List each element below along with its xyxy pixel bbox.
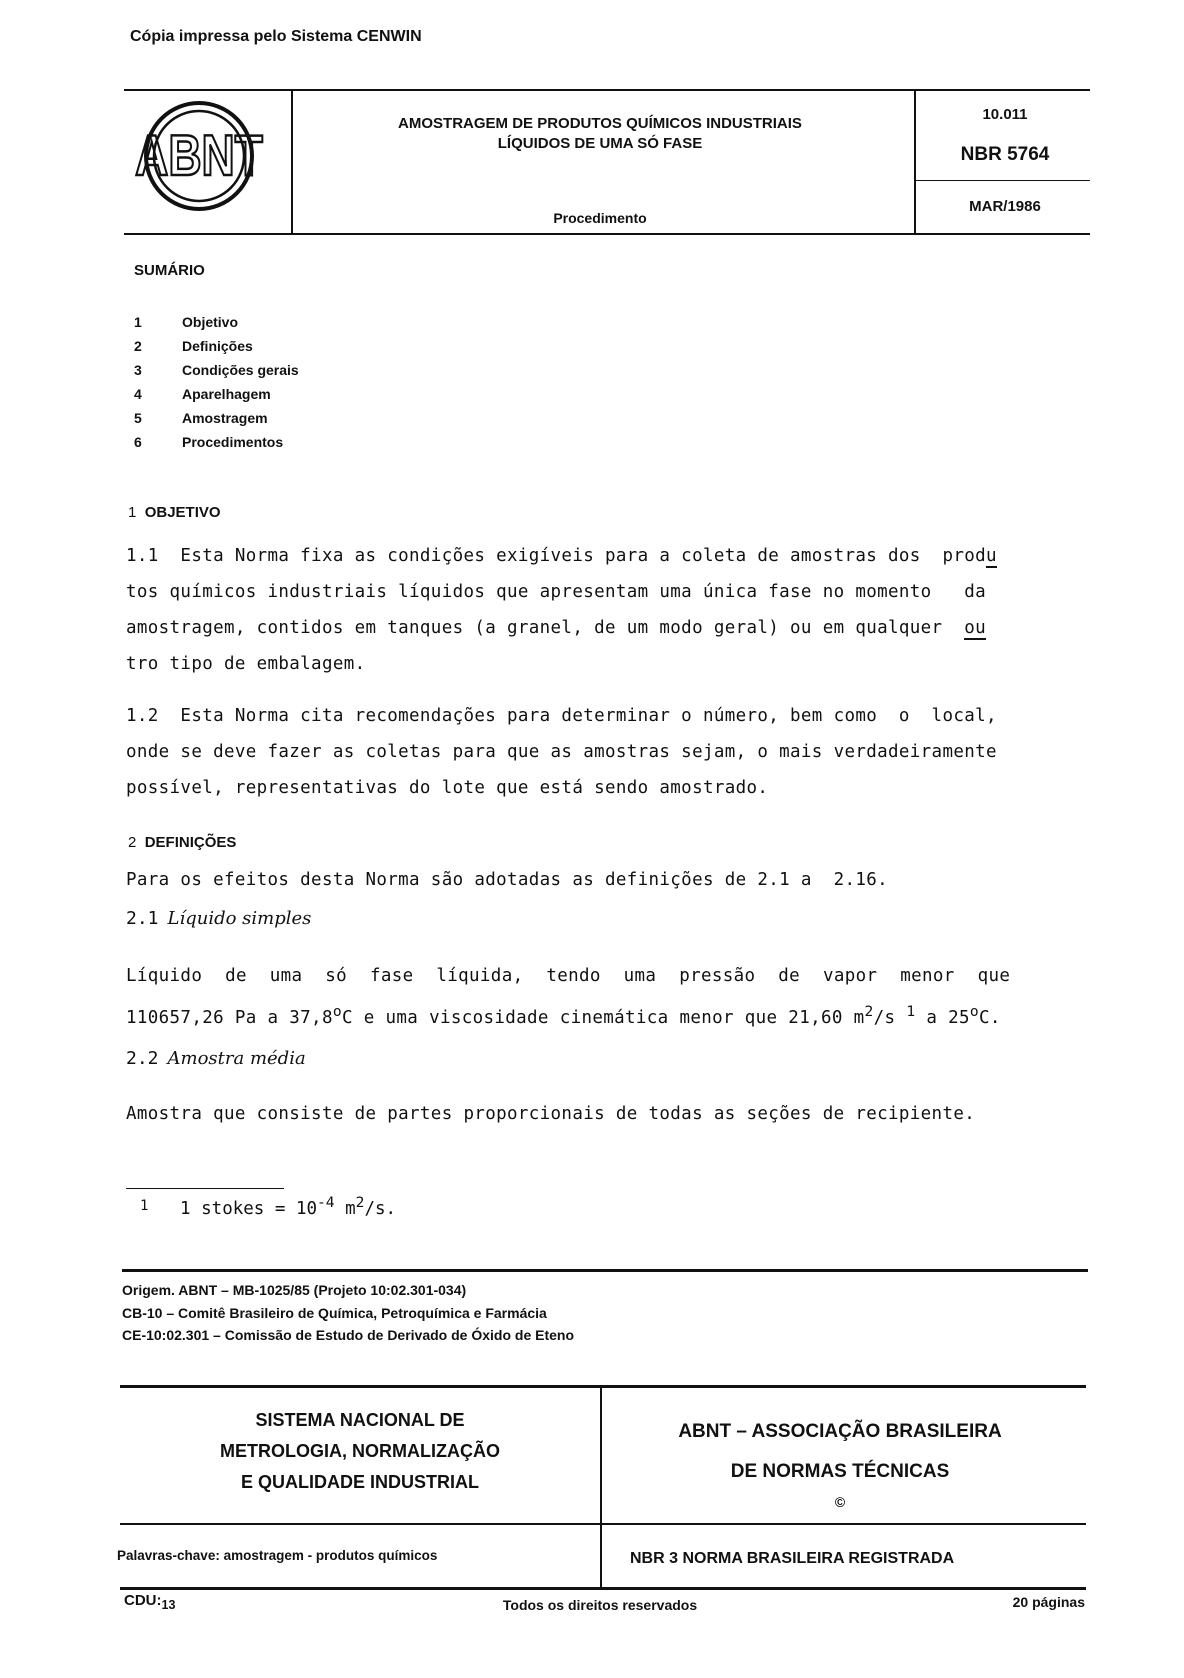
definition-text — [126, 958, 1106, 1036]
abnt-line: DE NORMAS TÉCNICAS — [730, 1461, 950, 1482]
summary-list — [134, 310, 299, 454]
summary-item-number: 1 — [134, 314, 142, 330]
text-run: /s. — [364, 1198, 397, 1219]
header-bottom-rule — [124, 233, 1090, 235]
cdu-number: 13 — [161, 1598, 176, 1612]
footnote-mark: 1 — [140, 1197, 149, 1214]
paragraph-line: possível, representativas do lote que está sendo amostrado. — [126, 778, 769, 798]
sinmetro-line: METROLOGIA, NORMALIZAÇÃO — [220, 1441, 500, 1461]
footnote — [140, 1194, 396, 1219]
superscript: -4 — [317, 1194, 335, 1211]
box-bottom-rule — [120, 1587, 1086, 1590]
document-subtitle: Procedimento — [553, 210, 647, 226]
footnote-reference: 1 — [906, 1003, 916, 1020]
summary-item-label: Amostragem — [182, 410, 268, 426]
summary-item-number: 2 — [134, 338, 142, 354]
summary-item-label: Procedimentos — [182, 434, 284, 450]
text-run: C. — [979, 1007, 1001, 1028]
abnt-logo-text: ABNT — [135, 124, 263, 189]
sinmetro-line: SISTEMA NACIONAL DE — [255, 1410, 465, 1430]
section-heading — [128, 504, 221, 521]
superscript: 2 — [355, 1194, 365, 1211]
definitions-intro: Para os efeitos desta Norma são adotadas as definições de 2.1 a 2.16. — [126, 870, 889, 890]
origin-rule — [122, 1269, 1088, 1272]
cdu-text: CDU: — [124, 1592, 162, 1609]
hyphen-mark: u — [986, 546, 997, 566]
sinmetro-block — [120, 1405, 600, 1498]
norm-number: NBR 5764 — [960, 144, 1050, 165]
registered-norm: NBR 3 NORMA BRASILEIRA REGISTRADA — [630, 1550, 955, 1567]
cdu-label — [124, 1592, 175, 1612]
paragraph-line: onde se deve fazer as coletas para que as amostras sejam, o mais verdadeiramente — [126, 742, 997, 762]
text-run: 1 stokes = 10 — [180, 1198, 318, 1219]
superscript: o — [969, 1003, 980, 1020]
box-top-rule — [120, 1385, 1086, 1388]
summary-item-label: Objetivo — [182, 314, 239, 330]
copyright-icon: © — [834, 1494, 846, 1510]
document-title-line1: AMOSTRAGEM DE PRODUTOS QUÍMICOS INDUSTRIAIS — [398, 115, 802, 132]
definition-number: 2.1 — [126, 908, 159, 929]
abnt-line: ABNT – ASSOCIAÇÃO BRASILEIRA — [678, 1421, 1002, 1442]
paragraph-line: 1.2 Esta Norma cita recomendações para determinar o número, bem como o local, — [126, 706, 997, 726]
paragraph-line — [126, 994, 1106, 1036]
text-run: /s — [873, 1007, 907, 1028]
summary-title: SUMÁRIO — [134, 262, 205, 279]
summary-item-label: Condições gerais — [182, 362, 299, 378]
document-title-line2: LÍQUIDOS DE UMA SÓ FASE — [497, 135, 703, 152]
definition-heading — [126, 1048, 306, 1069]
superscript: o — [332, 1003, 342, 1020]
paragraph-line: Líquido de uma só fase líquida, tendo uma pressão de vapor menor que — [126, 966, 1011, 986]
paragraph-1-1 — [126, 538, 1106, 682]
paragraph-line: 1.1 Esta Norma fixa as condições exigíveis para a coleta de amostras dos prod — [126, 546, 986, 566]
section-title: OBJETIVO — [144, 504, 221, 521]
header-divider-left — [291, 90, 293, 233]
summary-item — [134, 334, 299, 358]
header-date-rule — [914, 180, 1090, 181]
print-note: Cópia impressa pelo Sistema CENWIN — [130, 28, 422, 45]
superscript: 2 — [864, 1003, 874, 1020]
definition-number: 2.2 — [126, 1048, 159, 1069]
paragraph-line: tro tipo de embalagem. — [126, 654, 366, 674]
abnt-block — [600, 1412, 1080, 1512]
hyphen-mark: ou — [964, 618, 986, 638]
origin-line: CE-10:02.301 – Comissão de Estudo de Derivado de Óxido de Eteno — [122, 1327, 575, 1343]
section-number: 1 — [128, 504, 137, 521]
summary-item — [134, 358, 299, 382]
text-run: a 25 — [915, 1007, 970, 1028]
text-run: C e uma viscosidade cinemática menor que 21,60 m — [341, 1007, 865, 1028]
origin-line: Origem. ABNT – MB-1025/85 (Projeto 10:02.301-034) — [122, 1282, 467, 1298]
summary-item — [134, 430, 299, 454]
summary-item — [134, 382, 299, 406]
document-date: MAR/1986 — [969, 198, 1041, 215]
definition-heading — [126, 908, 311, 929]
text-run: m — [334, 1198, 356, 1219]
section-number: 2 — [128, 834, 137, 851]
definition-term: Amostra média — [167, 1048, 306, 1069]
section-title: DEFINIÇÕES — [144, 834, 237, 851]
document-title — [300, 114, 900, 154]
header-divider-right — [914, 90, 916, 233]
box-mid-rule — [120, 1523, 1086, 1525]
text-run: 110657,26 Pa a 37,8 — [126, 1007, 333, 1028]
paragraph-line: amostragem, contidos em tanques (a granel, de um modo geral) ou em qualquer — [126, 618, 965, 638]
page-count: 20 páginas — [1012, 1594, 1085, 1610]
definition-text: Amostra que consiste de partes proporcionais de todas as seções de recipiente. — [126, 1104, 976, 1124]
origin-line: CB-10 – Comitê Brasileiro de Química, Petroquímica e Farmácia — [122, 1305, 547, 1321]
document-code: 10.011 — [982, 106, 1028, 123]
summary-item — [134, 406, 299, 430]
summary-item-number: 3 — [134, 362, 142, 378]
section-heading — [128, 834, 236, 851]
keywords: Palavras-chave: amostragem - produtos químicos — [117, 1548, 438, 1563]
summary-item-number: 5 — [134, 410, 142, 426]
rights-reserved: Todos os direitos reservados — [502, 1597, 698, 1613]
paragraph-1-2 — [126, 698, 1106, 806]
summary-item — [134, 310, 299, 334]
summary-item-label: Aparelhagem — [182, 386, 271, 402]
header-top-rule — [124, 89, 1090, 91]
abnt-logo — [135, 100, 263, 212]
summary-item-number: 6 — [134, 434, 142, 450]
sinmetro-line: E QUALIDADE INDUSTRIAL — [241, 1472, 479, 1492]
paragraph-line: tos químicos industriais líquidos que apresentam uma única fase no momento da — [126, 582, 986, 602]
summary-item-label: Definições — [182, 338, 253, 354]
definition-term: Líquido simples — [167, 908, 312, 929]
summary-item-number: 4 — [134, 386, 142, 402]
footnote-rule — [126, 1188, 284, 1189]
